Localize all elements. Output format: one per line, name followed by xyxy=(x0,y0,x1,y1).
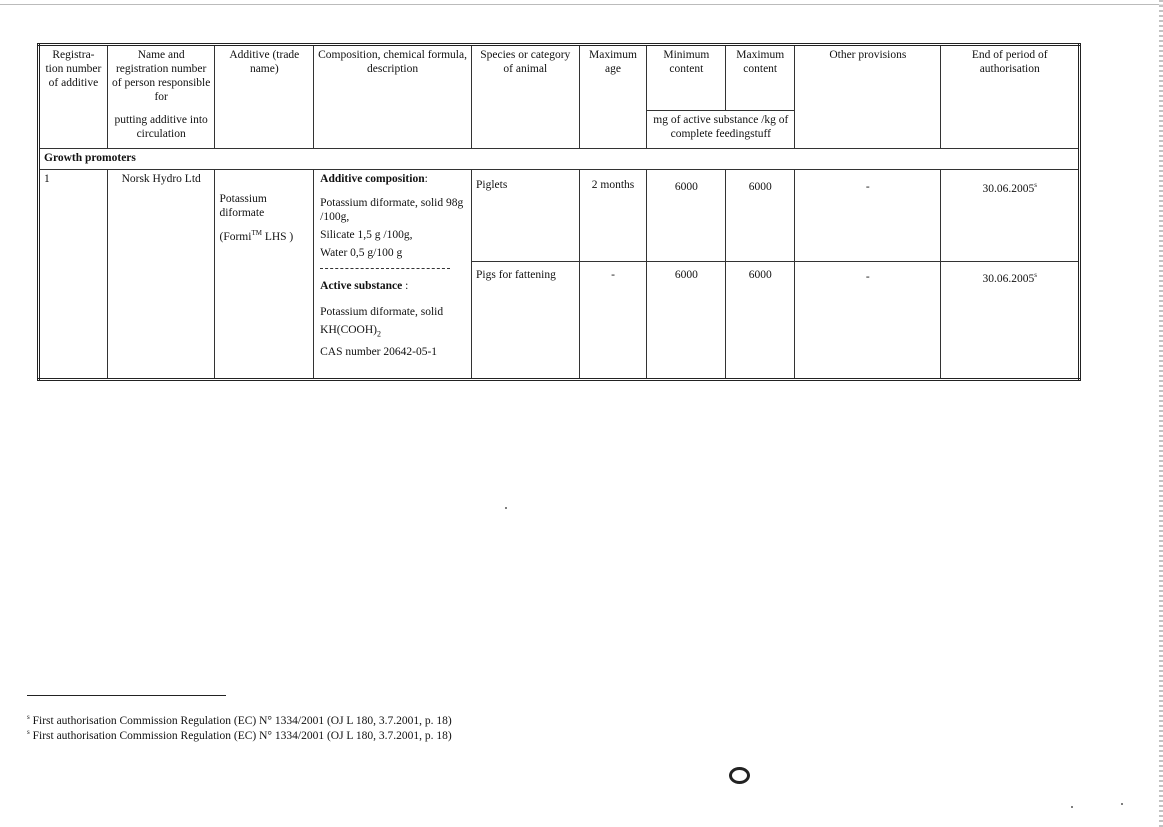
row2-footnote-marker: s xyxy=(1034,271,1037,280)
header-max-age: Maximum age xyxy=(579,45,647,149)
header-min-content: Minimum content xyxy=(647,45,726,111)
additive-composition-label: Additive composition xyxy=(320,173,425,185)
scan-edge-artifact xyxy=(1159,0,1163,827)
entry-reg-number: 1 xyxy=(39,170,108,380)
row2-min-content: 6000 xyxy=(647,262,726,380)
header-reg-number: Registra-tion number of additive xyxy=(39,45,108,149)
scan-speck xyxy=(505,507,507,509)
scan-speck xyxy=(1121,803,1123,805)
composition-line-2: Silicate 1,5 g /100g, xyxy=(320,229,413,241)
punch-hole-mark xyxy=(729,767,750,784)
row2-species: Pigs for fattening xyxy=(472,262,580,380)
row1-other: - xyxy=(795,170,941,262)
table-row xyxy=(39,170,1080,262)
row1-end-period xyxy=(941,170,1080,262)
footnote-1-text: First authorisation Commission Regulation (EC) N° 1334/2001 (OJ L 180, 3.7.2001, p. 18) xyxy=(29,715,452,727)
active-line-3: CAS number 20642-05-1 xyxy=(320,346,438,359)
active-line-1: Potassium diformate, solid xyxy=(320,306,444,318)
scan-speck xyxy=(1071,806,1073,808)
additive-composition-heading xyxy=(320,172,467,186)
trade-name-prefix: (Formi xyxy=(219,231,252,243)
row1-end-date: 30.06.2005 xyxy=(982,183,1035,195)
top-scan-rule xyxy=(0,4,1163,5)
row2-end-period xyxy=(941,262,1080,380)
additive-composition-colon: : xyxy=(424,173,428,185)
row2-max-age: - xyxy=(579,262,647,380)
row1-max-age: 2 months xyxy=(579,170,647,262)
footnote-separator xyxy=(27,695,226,696)
composition-line-3: Water 0,5 g/100 g xyxy=(320,247,403,259)
header-row xyxy=(39,45,1080,111)
footnote-2 xyxy=(27,729,452,744)
section-title: Growth promoters xyxy=(39,149,1080,170)
header-trade-name: Additive (trade name) xyxy=(215,45,314,149)
row1-footnote-marker: s xyxy=(1034,181,1037,190)
row1-species: Piglets xyxy=(472,170,580,262)
header-max-content: Maximum content xyxy=(726,45,795,111)
footnote-1 xyxy=(27,714,452,729)
row1-min-content: 6000 xyxy=(647,170,726,262)
header-species: Species or category of animal xyxy=(472,45,580,149)
chemical-formula: KH(COOH) xyxy=(320,324,377,336)
entry-composition xyxy=(314,170,472,380)
header-person-part1: Name and registration number of person responsible for xyxy=(107,45,215,111)
composition-line-1: Potassium diformate, solid 98g /100g, xyxy=(320,197,464,223)
composition-separator xyxy=(320,268,450,269)
header-content-unit: mg of active substance /kg of complete feedingstuff xyxy=(647,111,795,149)
active-line-2 xyxy=(320,323,467,341)
header-other-provisions: Other provisions xyxy=(795,45,941,149)
footnote-2-marker: s xyxy=(27,728,30,737)
active-substance-label: Active substance xyxy=(320,280,403,292)
active-substance-heading xyxy=(320,279,467,293)
header-end-period: End of period of authorisation xyxy=(941,45,1080,149)
formula-subscript: 2 xyxy=(377,329,381,339)
trade-name-suffix: LHS ) xyxy=(261,231,294,243)
trademark-symbol: TM xyxy=(251,229,262,238)
row2-other: - xyxy=(795,262,941,380)
active-substance-colon: : xyxy=(402,280,409,292)
entry-person: Norsk Hydro Ltd xyxy=(107,170,215,380)
trade-name-line2 xyxy=(219,230,309,244)
entry-trade-name xyxy=(215,170,314,380)
header-composition: Composition, chemical formula, description xyxy=(314,45,472,149)
footnote-1-marker: s xyxy=(27,713,30,722)
row2-max-content: 6000 xyxy=(726,262,795,380)
row2-end-date: 30.06.2005 xyxy=(982,273,1035,285)
row1-max-content: 6000 xyxy=(726,170,795,262)
header-person-part2: putting additive into circulation xyxy=(107,111,215,149)
section-row xyxy=(39,149,1080,170)
additive-table xyxy=(37,43,1081,381)
footnotes xyxy=(27,714,452,744)
footnote-2-text: First authorisation Commission Regulation (EC) N° 1334/2001 (OJ L 180, 3.7.2001, p. 18) xyxy=(29,730,452,742)
trade-name-line1: Potassium diformate xyxy=(219,193,267,219)
